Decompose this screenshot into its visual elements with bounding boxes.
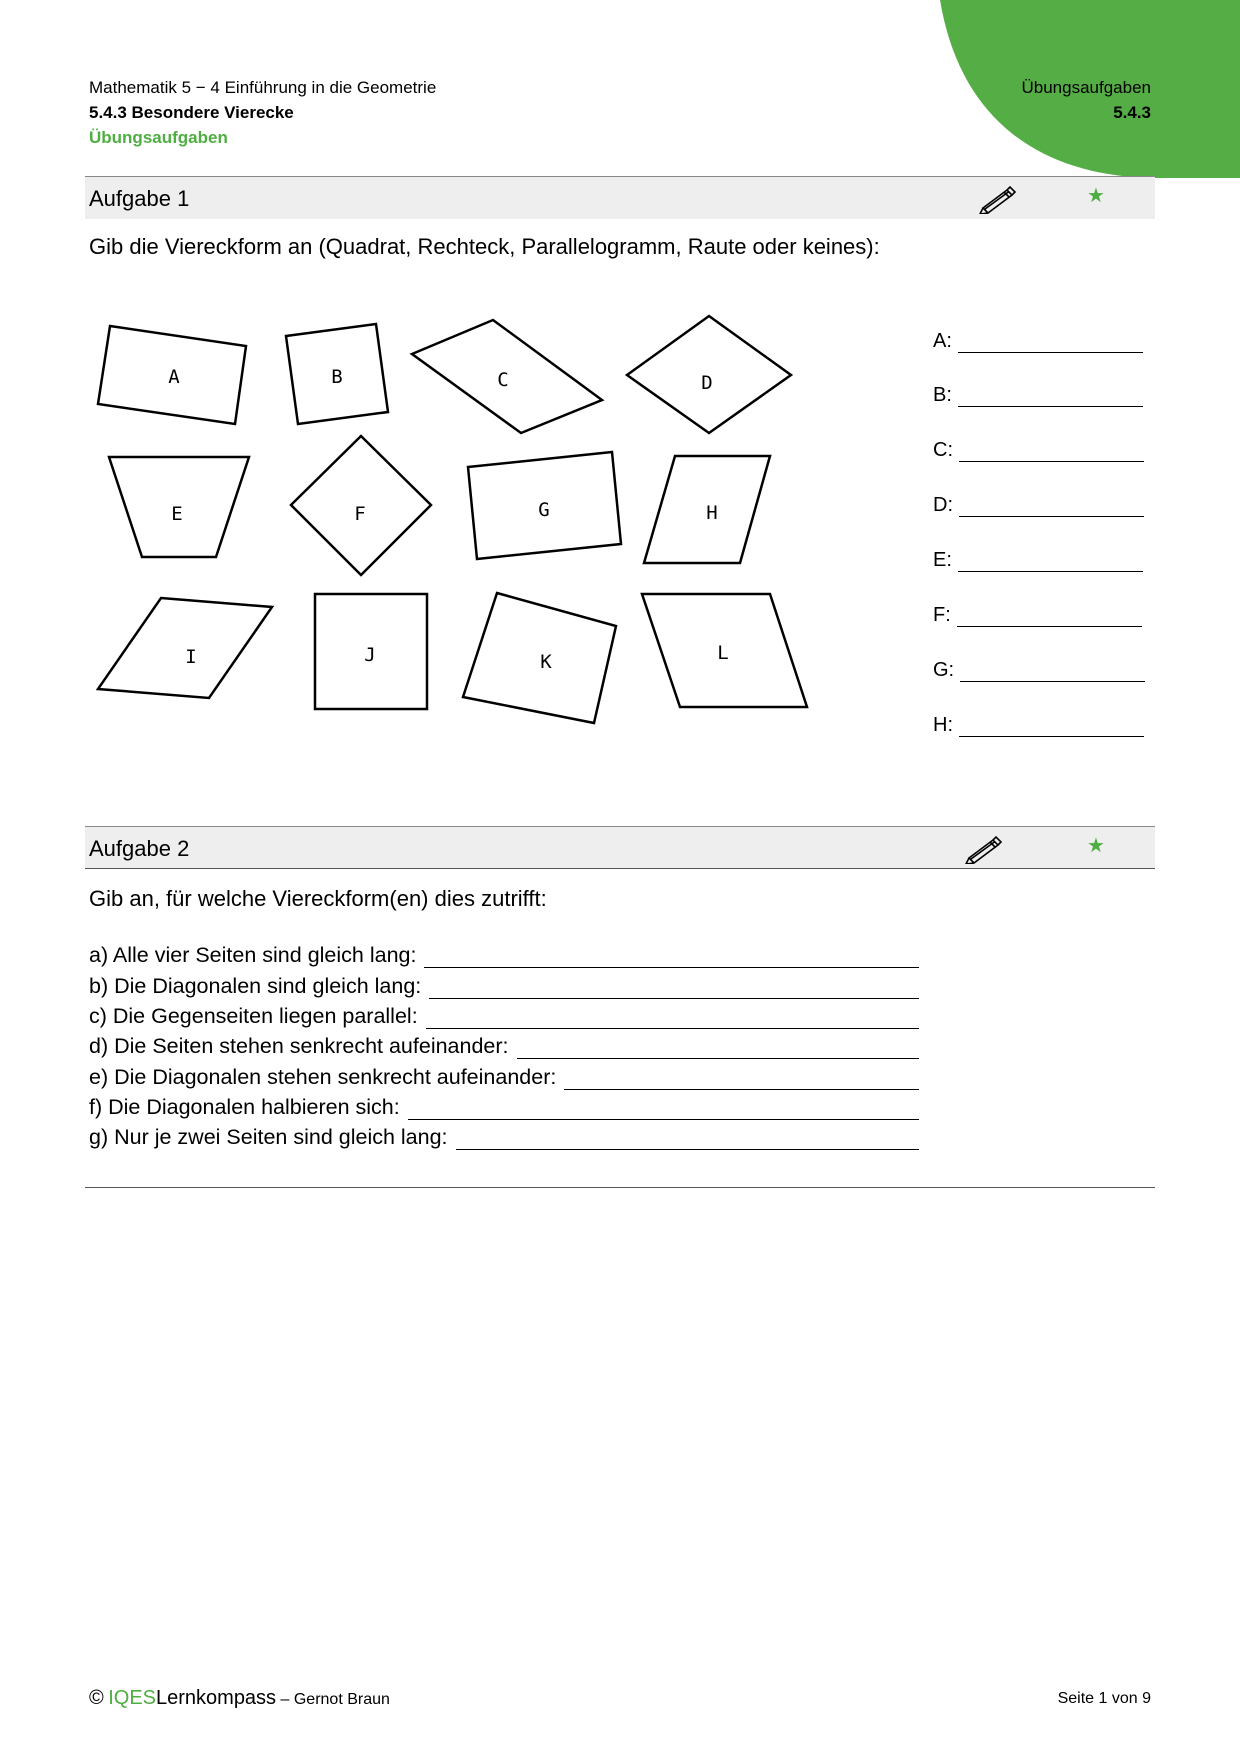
answer-field[interactable] (959, 718, 1144, 737)
question-row: b) Die Diagonalen sind gleich lang: (89, 971, 919, 999)
question-row: e) Die Diagonalen stehen senkrecht aufeinander: (89, 1062, 919, 1090)
footer-brand (89, 1687, 390, 1710)
shape-f (291, 436, 431, 575)
header-right-number: 5.4.3 (1113, 103, 1151, 122)
answer-field[interactable] (958, 334, 1143, 353)
question-row: f) Die Diagonalen halbieren sich: (89, 1092, 919, 1120)
shape-label: H (706, 502, 718, 524)
question-row: a) Alle vier Seiten sind gleich lang: (89, 940, 919, 968)
answer-field[interactable] (958, 553, 1143, 572)
shape-label: D (701, 372, 713, 394)
answer-row-e: E: (933, 549, 1143, 572)
divider (85, 1187, 1155, 1188)
answer-row-h: H: (933, 714, 1144, 737)
answer-row-c: C: (933, 439, 1144, 462)
shape-label: K (540, 651, 552, 673)
answer-row-a: A: (933, 330, 1143, 353)
question-row: c) Die Gegenseiten liegen parallel: (89, 1001, 919, 1029)
answer-row-g: G: (933, 659, 1145, 682)
shape-e (109, 457, 249, 557)
shape-label: I (185, 646, 197, 668)
pencil-icon (963, 832, 1003, 864)
shape-l (642, 594, 807, 707)
page-number: Seite 1 von 9 (1057, 1690, 1151, 1707)
shape-label: F (354, 503, 366, 525)
task-1-header (85, 176, 1155, 219)
task-2-header (85, 826, 1155, 869)
answer-field[interactable] (957, 608, 1142, 627)
shape-j (315, 594, 427, 709)
shape-label: J (364, 644, 376, 666)
question-row: g) Nur je zwei Seiten sind gleich lang: (89, 1122, 919, 1150)
pencil-icon (977, 182, 1017, 214)
shape-label: A (168, 366, 180, 388)
answer-field[interactable] (456, 1127, 919, 1150)
answer-field[interactable] (564, 1067, 919, 1090)
answer-field[interactable] (429, 976, 919, 999)
shape-d (627, 316, 791, 433)
page-subtitle: Übungsaufgaben (89, 128, 228, 147)
section-title: 5.4.3 Besondere Vierecke (89, 103, 294, 122)
answer-field[interactable] (517, 1036, 919, 1059)
shape-k (463, 593, 616, 723)
shape-c (412, 320, 602, 433)
task-2-title: Aufgabe 2 (89, 836, 190, 861)
answer-field[interactable] (426, 1006, 919, 1029)
shape-label: L (717, 642, 729, 664)
star-icon: ★ (1087, 833, 1105, 857)
header-right-title: Übungsaufgaben (1021, 78, 1151, 97)
answer-field[interactable] (424, 945, 919, 968)
question-row: d) Die Seiten stehen senkrecht aufeinander: (89, 1031, 919, 1059)
course-title: Mathematik 5 − 4 Einführung in die Geometrie (89, 78, 437, 97)
task-1-instruction: Gib die Viereckform an (Quadrat, Rechteck, Parallelogramm, Raute oder keines): (89, 234, 880, 259)
copyright-symbol: © (89, 1687, 104, 1709)
star-icon: ★ (1087, 183, 1105, 207)
shape-h (644, 456, 770, 563)
task-1-title: Aufgabe 1 (89, 186, 190, 211)
task-2-instruction: Gib an, für welche Viereckform(en) dies zutrifft: (89, 886, 547, 911)
divider (85, 868, 1155, 869)
shape-label: E (171, 503, 183, 525)
answer-field[interactable] (959, 443, 1144, 462)
corner-decoration (0, 0, 1240, 200)
answer-row-b: B: (933, 384, 1143, 407)
shape-b (286, 324, 388, 424)
answer-row-d: D: (933, 494, 1144, 517)
answer-field[interactable] (959, 498, 1144, 517)
answer-field[interactable] (960, 663, 1145, 682)
shape-a (98, 326, 246, 424)
brand-iqes: IQES (108, 1687, 156, 1709)
shape-label: C (497, 369, 509, 391)
footer-author: – Gernot Braun (280, 1691, 390, 1708)
shape-g (468, 452, 621, 559)
answer-field[interactable] (408, 1097, 919, 1120)
answer-row-f: F: (933, 604, 1142, 627)
brand-lernkompass: Lernkompass (156, 1687, 277, 1709)
answer-field[interactable] (958, 388, 1143, 407)
shape-i (98, 598, 272, 698)
shape-label: B (331, 366, 343, 388)
shape-label: G (538, 499, 550, 521)
